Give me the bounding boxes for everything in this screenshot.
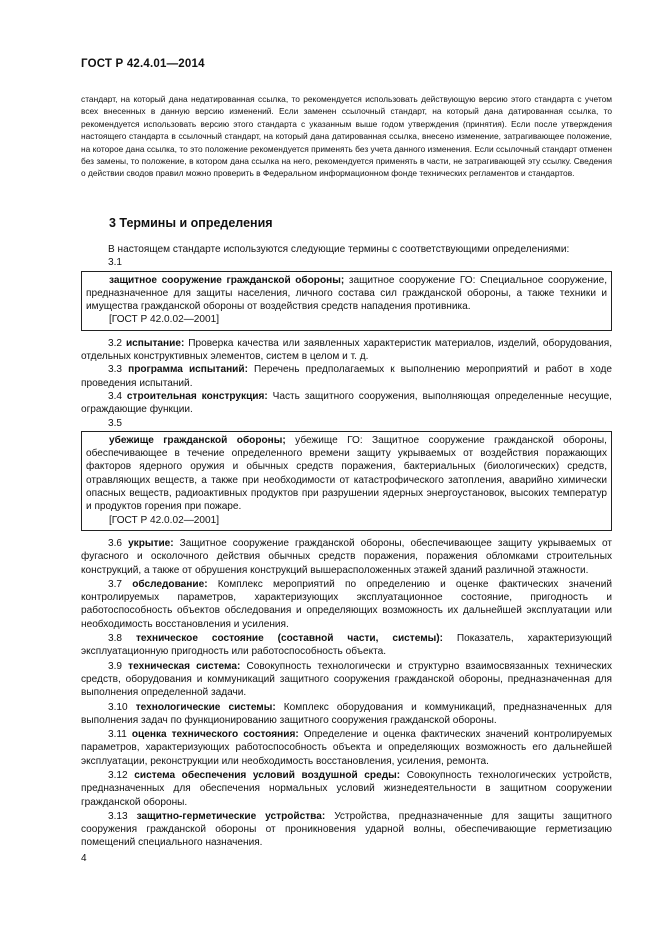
term-definition: Проверка качества или заявленных характеристик материалов, изделий, оборудования, отдельных конструктивных элементов, систем в целом и т. д. [81, 337, 612, 363]
standard-header: ГОСТ Р 42.4.01—2014 [81, 58, 205, 70]
term-title: оценка технического состояния: [131, 729, 299, 741]
term-title: обследование: [132, 578, 208, 590]
term-number: 3.4 [108, 390, 127, 402]
intro-paragraph: стандарт, на который дана недатированная ссылка, то рекомендуется использовать действующую версию этого стандарта с учетом всех внесенных в данную версию изменений. Если заменен ссылочный стандарт, на который дана датированная ссылка, то рекомендуется использовать версию этого стандарта с указанным выше годом утверждения (принятия). Если после утверждения настоящего стандарта в ссылочный стандарт, на который дана датированная ссылка, внесено изменение, затрагивающее положение, на которое дана ссылка, то это положение рекомендуется применять без учета данного изменения. Если ссылочный стандарт отменен без замены, то положение, в котором дана ссылка на него, рекомендуется применять в части, не затрагивающей эту ссылку. Сведения о действии сводов правил можно проверить в Федеральном информационном фонде технических регламентов и стандартов. [81, 94, 612, 179]
term-reference: [ГОСТ Р 42.0.02—2001] [109, 514, 220, 526]
term-number: 3.3 [108, 364, 129, 376]
term-entry-3-4 [81, 390, 612, 417]
term-definition: Показатель, характеризующий эксплуатационную пригодность или работоспособность объекта. [81, 633, 612, 658]
term-title: защитно-герметические устройства: [136, 810, 326, 822]
term-entry-3-2 [81, 337, 612, 364]
term-title: система обеспечения условий воздушной среды: [134, 769, 401, 781]
term-entry-3-8 [81, 632, 612, 659]
term-entry-3-13 [81, 810, 612, 850]
term-number: 3.7 [108, 578, 133, 590]
term-entry-3-5 [86, 434, 607, 514]
term-number: 3.12 [108, 769, 135, 781]
term-title: программа испытаний: [128, 364, 248, 376]
term-title: испытание: [125, 337, 185, 349]
term-number: 3.13 [108, 810, 137, 822]
term-entry-3-10 [81, 701, 612, 728]
page-number: 4 [81, 853, 87, 864]
term-definition: Комплекс мероприятий по определению и оценке фактических значений контролируемых параметров, характеризующих эксплуатационное состояние, пригодность и работоспособность объектов обследования и определяющих возможность их дальнейшей эксплуатации или необходимость восстановления и усиления. [81, 578, 612, 630]
term-title: техническое состояние (составной части, системы): [135, 633, 444, 645]
term-definition: Комплекс оборудования и коммуникаций, предназначенных для выполнения задач по функционированию защитного сооружения гражданской обороны. [81, 701, 612, 726]
term-entry-3-9 [81, 660, 612, 700]
term-definition: убежище ГО: Защитное сооружение гражданской обороны, обеспечивающее в течение определенного времени защиту укрываемых от воздействия поражающих факторов ядерного оружия и обычных средств поражения, бактериальных (биологических) средств, отравляющих веществ, а также при необходимости от катастрофического затопления, аварийно химически опасных веществ, радиоактивных продуктов при разрушении ядерных энергоустановок, высоких температур и продуктов горения при пожаре. [86, 434, 607, 513]
term-number: 3.10 [108, 701, 136, 713]
term-definition: Совокупность технологически и структурно взаимосвязанных технических средств, оборудования и коммуникаций защитного сооружения гражданской обороны, предназначенная для выполнения определенной задачи. [81, 660, 612, 699]
term-entry-3-1 [86, 274, 607, 314]
term-entry-3-11 [81, 728, 612, 768]
term-entry-3-7 [81, 578, 612, 631]
term-definition: защитное сооружение ГО: Специальное сооружение, предназначенное для защиты населения, личного состава сил гражданской обороны, а также техники и имущества гражданской обороны от воздействия средств нападения противника. [86, 274, 608, 313]
term-title: защитное сооружение гражданской обороны; [109, 274, 345, 286]
term-number: 3.9 [108, 660, 129, 672]
term-box-3-1 [81, 271, 612, 331]
section-lead: В настоящем стандарте используются следующие термины с соответствующими определениями: [108, 244, 570, 255]
term-number: 3.8 [108, 633, 136, 645]
term-entry-3-12 [81, 769, 612, 809]
section-title: 3 Термины и определения [109, 216, 273, 230]
term-title: убежище гражданской обороны; [109, 434, 286, 446]
term-entry-3-6 [81, 537, 612, 577]
term-title: техническая система: [128, 660, 241, 672]
term-number: 3.6 [108, 537, 129, 549]
term-definition: Перечень предполагаемых к выполнению мероприятий и работ в ходе проведения испытаний. [81, 364, 612, 389]
term-definition: Совокупность технологических устройств, предназначенных для обеспечения нормальных условий жизнедеятельности в защитном сооружении гражданской обороны. [81, 769, 613, 808]
term-entry-3-3 [81, 363, 612, 390]
term-definition: Защитное сооружение гражданской обороны, обеспечивающее защиту укрываемых от фугасного и осколочного действия обычных средств поражения, поражения обломками строительных конструкций, а также от обрушения конструкций вышерасположенных этажей зданий различной этажности. [81, 537, 613, 576]
term-title: укрытие: [128, 537, 174, 549]
term-title: строительная конструкция: [126, 390, 268, 402]
term-definition: Определение и оценка фактических значений контролируемых параметров, характеризующих работоспособность объекта и определяющих возможность его дальнейшей эксплуатации, реконструкции или необходимость восстановления, усиления, ремонта. [81, 729, 613, 767]
terms-body [81, 243, 612, 850]
term-reference: [ГОСТ Р 42.0.02—2001] [109, 314, 220, 326]
term-definition: Устройства, предназначенные для защиты защитного сооружения гражданской обороны от проникновения ударной волны, обеспечивающие герметизацию помещений специального назначения. [81, 810, 612, 849]
term-definition: Часть защитного сооружения, выполняющая определенные несущие, ограждающие функции. [81, 390, 612, 416]
term-number: 3.5 [108, 417, 123, 429]
term-number: 3.1 [108, 257, 123, 269]
term-number: 3.11 [108, 729, 132, 741]
term-box-3-5 [81, 431, 612, 531]
term-title: технологические системы: [135, 701, 276, 713]
term-number: 3.2 [108, 337, 126, 349]
